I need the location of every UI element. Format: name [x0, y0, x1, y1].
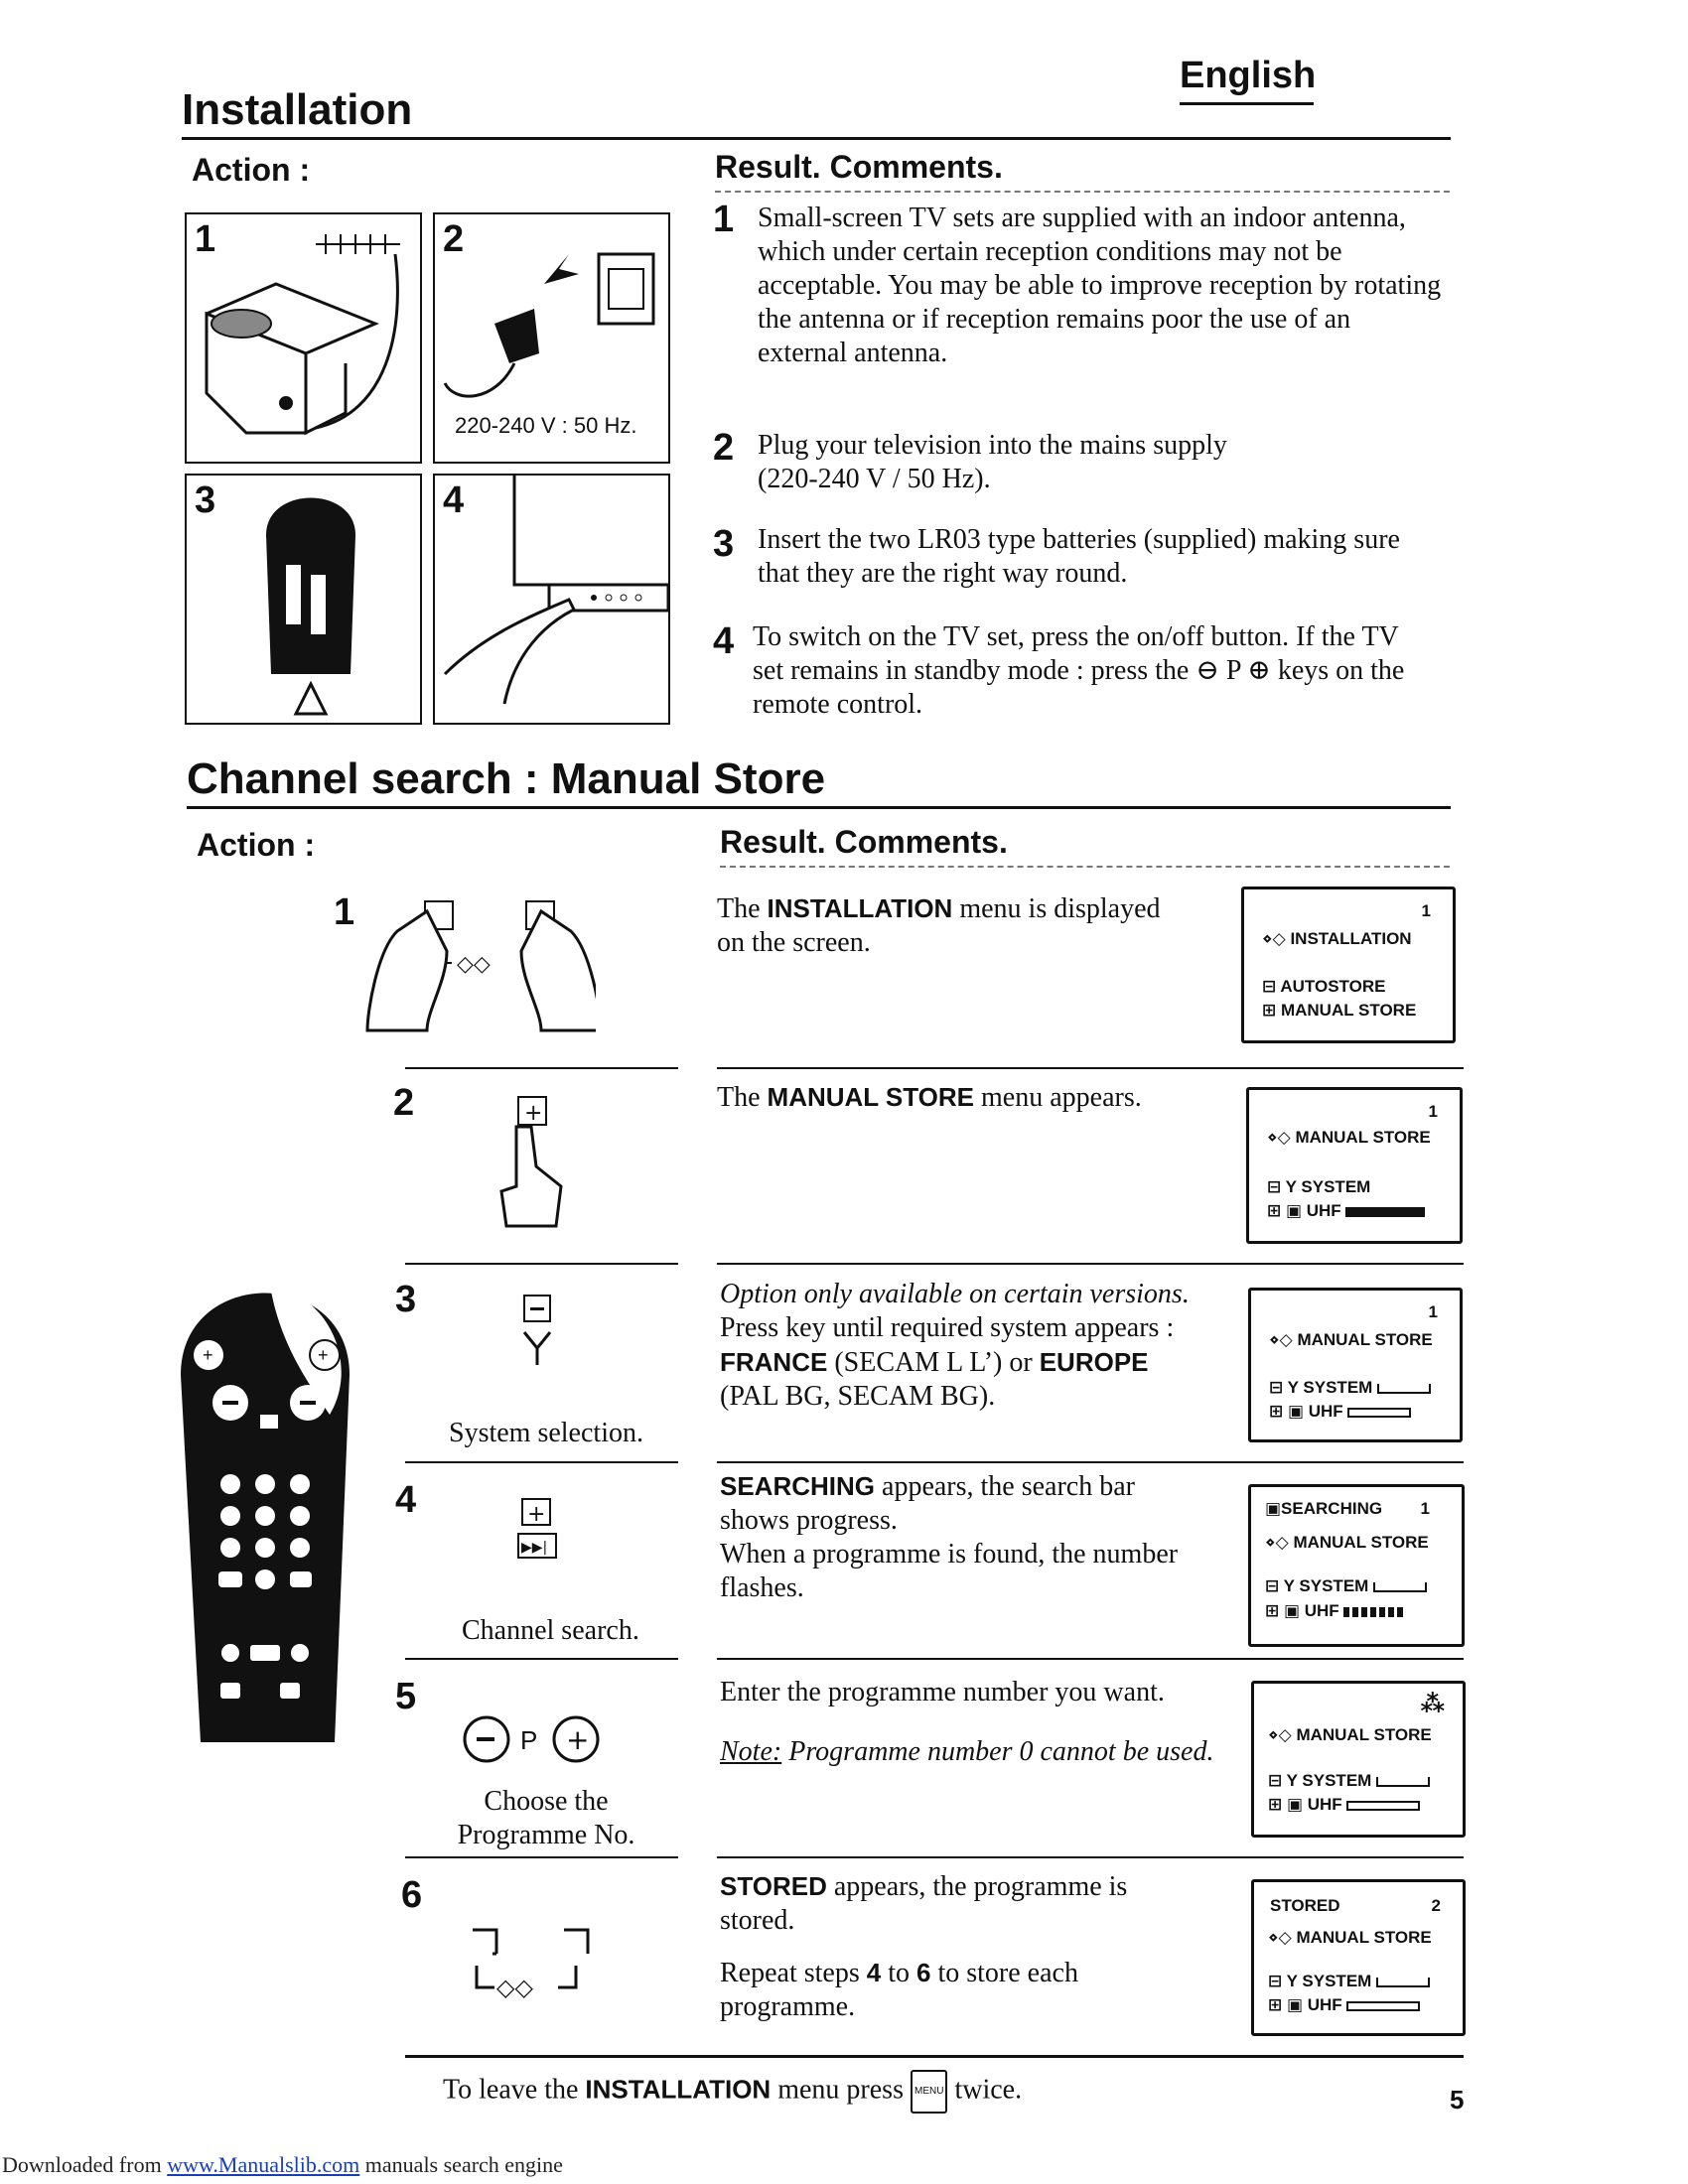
result-underline: [720, 866, 1450, 868]
step-divider: [405, 1067, 678, 1069]
step-text: Option only available on certain versions. Press key until required system appears : FRANCE (SECAM L L’) or EUROPE (PAL BG, SECAM BG).: [720, 1279, 1190, 1412]
step-divider: [405, 1461, 678, 1463]
illustration-panel-3: [185, 474, 422, 725]
svg-text:+: +: [527, 1502, 546, 1527]
panel-number: 2: [443, 218, 465, 260]
remote-control-icon: [161, 1256, 369, 1752]
step-caption: Channel search.: [462, 1615, 639, 1646]
step-text: Small-screen TV sets are supplied with an indoor antenna, which under certain reception conditions may not be acceptable. You may be able to improve reception by rotating the antenna or if reception remains poor the use of an external antenna.: [758, 203, 1442, 368]
title-rule: [182, 137, 1451, 140]
tv-antenna-icon: [187, 214, 420, 462]
step-divider: [717, 1263, 1464, 1265]
system-key-icon: [516, 1291, 576, 1370]
svg-text:+: +: [318, 1345, 329, 1365]
step-text: Enter the programme number you want. Note: Programme number 0 cannot be used.: [720, 1677, 1214, 1767]
uhf-bar: [1345, 1207, 1425, 1217]
step-caption: Choose the Programme No.: [457, 1786, 635, 1850]
page-number: 5: [1450, 2085, 1465, 2115]
step-divider: [405, 1658, 678, 1660]
language-underline: [1180, 102, 1314, 105]
download-note: Downloaded from www.Manualslib.com manuals search engine: [2, 2152, 563, 2177]
step-number: 2: [393, 1082, 415, 1124]
step-number: 3: [395, 1279, 417, 1320]
menu-key-icon: MENU: [911, 2070, 947, 2114]
keys-icon: [465, 1926, 633, 2015]
svg-text:+: +: [566, 1723, 590, 1756]
search-key-icon: [514, 1494, 574, 1573]
step-divider: [405, 1856, 678, 1858]
svg-text:+: +: [524, 1101, 543, 1126]
search-progress-bar: [1343, 1607, 1403, 1617]
step-caption: System selection.: [449, 1418, 643, 1448]
tv-screen-manual-store: 1 ⋄◇ MANUAL STORE ⊟ Y SYSTEM ⊞ ▣ UHF: [1246, 1087, 1463, 1244]
tv-screen-stored: STORED 2 ⋄◇ MANUAL STORE ⊟ Y SYSTEM ⊞ ▣ UHF: [1251, 1879, 1466, 2036]
step-number: 1: [334, 891, 355, 933]
step-number: 5: [395, 1676, 417, 1717]
result-label: Result. Comments.: [715, 149, 1003, 185]
illustration-panel-4: [433, 474, 670, 725]
step-divider: [717, 1658, 1464, 1660]
page-title: Installation: [182, 85, 413, 134]
illustration-panel-2: [433, 212, 670, 464]
language-label: English: [1180, 55, 1317, 96]
panel-number: 4: [443, 479, 465, 521]
panel-number: 3: [195, 479, 216, 521]
step-number: 3: [713, 523, 735, 565]
result-underline: [715, 191, 1450, 193]
step-divider: [717, 1461, 1464, 1463]
panel-number: 1: [195, 218, 216, 260]
step-divider: [717, 1067, 1464, 1069]
manualslib-link[interactable]: www.Manualslib.com: [167, 2152, 360, 2177]
step-text: The INSTALLATION menu is displayed on the screen.: [717, 893, 1161, 958]
illustration-panel-1: [185, 212, 422, 464]
footer-rule: [405, 2055, 1464, 2058]
result-label: Result. Comments.: [720, 824, 1008, 860]
flashing-number-icon: ⁂: [1420, 1691, 1445, 1717]
step-text: Plug your television into the mains supply (220-240 V / 50 Hz).: [758, 430, 1227, 494]
voltage-caption: 220-240 V : 50 Hz.: [455, 413, 637, 438]
section-rule: [187, 806, 1451, 809]
step-divider: [717, 1856, 1464, 1858]
footer-instruction: To leave the INSTALLATION menu press MENU twice.: [443, 2070, 1022, 2114]
programme-keys-icon: [459, 1706, 618, 1785]
svg-text:P: P: [520, 1725, 538, 1755]
svg-text:◇◇: ◇◇: [457, 952, 491, 977]
tv-screen-programme: ⁂ ⋄◇ MANUAL STORE ⊟ Y SYSTEM ⊞ ▣ UHF: [1251, 1681, 1466, 1838]
section-title: Channel search : Manual Store: [187, 754, 826, 803]
action-label: Action :: [197, 827, 316, 863]
step-text: STORED appears, the programme is stored. Repeat steps 4 to 6 to store each programme.: [720, 1871, 1128, 2022]
svg-text:+: +: [203, 1345, 213, 1365]
step-number: 6: [401, 1874, 423, 1916]
step-text: The MANUAL STORE menu appears.: [717, 1082, 1142, 1113]
tv-screen-system: 1 ⋄◇ MANUAL STORE ⊟ Y SYSTEM ⊞ ▣ UHF: [1248, 1288, 1463, 1442]
step-divider: [405, 1263, 678, 1265]
action-label: Action :: [192, 152, 311, 188]
tv-screen-installation: 1 ⋄◇ INSTALLATION ⊟ AUTOSTORE ⊞ MANUAL STORE: [1241, 887, 1456, 1043]
step-number: 4: [395, 1479, 417, 1521]
svg-text:▶▶|: ▶▶|: [521, 1540, 548, 1556]
step-text: Insert the two LR03 type batteries (supplied) making sure that they are the right way round.: [758, 524, 1400, 589]
hands-keys-icon: [357, 891, 596, 1040]
step-number: 4: [713, 620, 735, 662]
step-number: 1: [713, 199, 735, 240]
step-text: SEARCHING appears, the search bar shows progress. When a programme is found, the number flashes.: [720, 1471, 1179, 1603]
step-number: 2: [713, 427, 735, 469]
tv-screen-searching: ▣SEARCHING 1 ⋄◇ MANUAL STORE ⊟ Y SYSTEM ⊞ ▣ UHF: [1248, 1484, 1465, 1647]
step-text: To switch on the TV set, press the on/off button. If the TV set remains in standby mode : press the ⊖ P ⊕ keys on the remote control.: [753, 621, 1405, 720]
svg-text:◇◇: ◇◇: [496, 1974, 533, 2001]
remote-batteries-icon: [187, 476, 420, 723]
finger-press-plus-icon: [496, 1087, 586, 1236]
power-button-icon: [435, 476, 668, 723]
